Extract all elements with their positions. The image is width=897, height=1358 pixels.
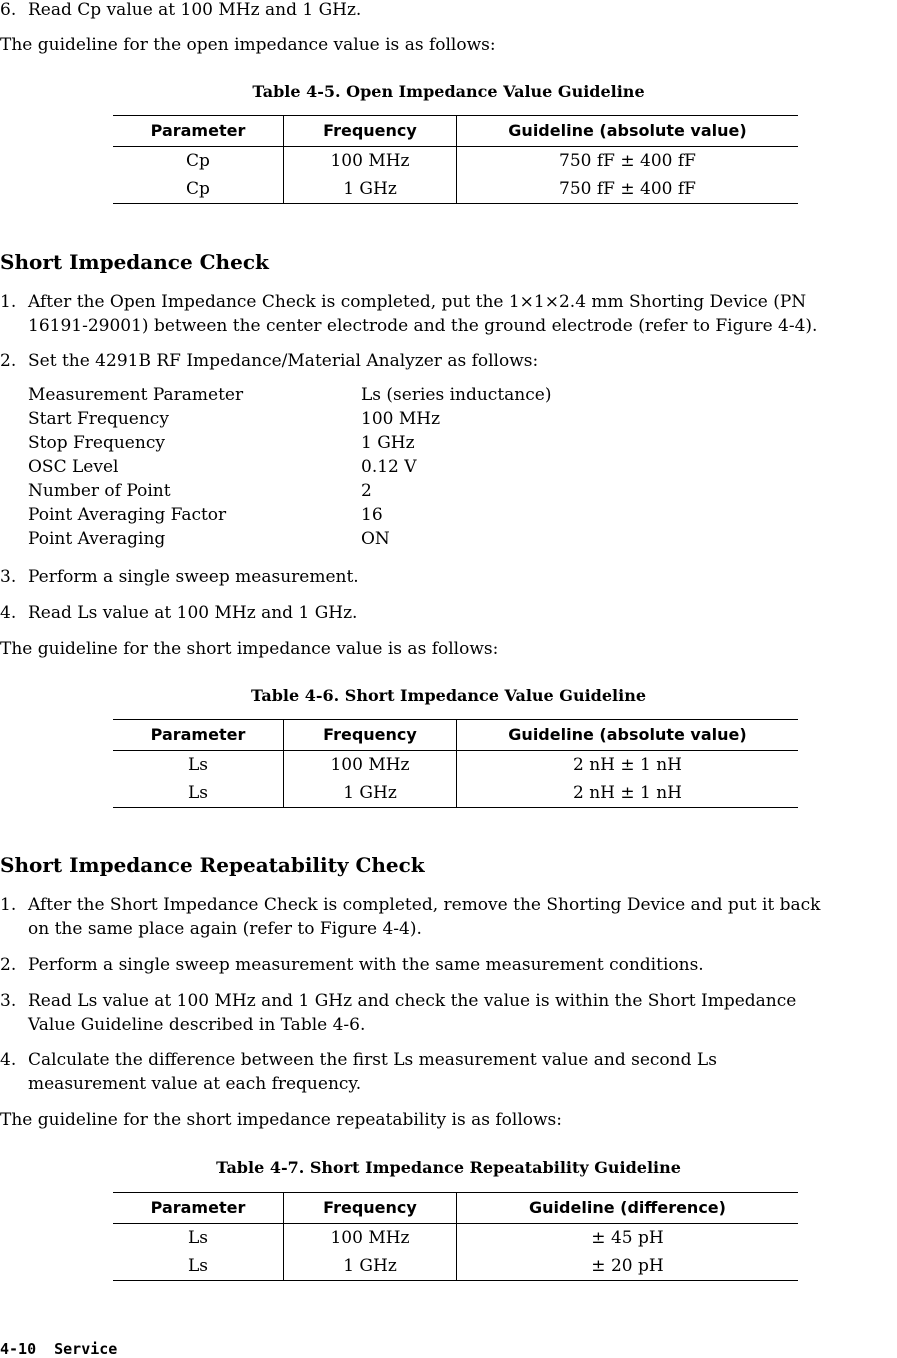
setting-name: Stop Frequency: [28, 433, 165, 453]
table-cell: 100 MHz: [284, 751, 457, 779]
step-text: After the Short Impedance Check is completed, remove the Shorting Device and put it back: [28, 895, 821, 915]
step-text: Read Ls value at 100 MHz and 1 GHz.: [28, 603, 358, 623]
table-cell: ± 45 pH: [591, 1228, 664, 1248]
paragraph: The guideline for the short impedance value is as follows:: [0, 639, 499, 659]
paragraph: The guideline for the short impedance repeatability is as follows:: [0, 1110, 563, 1130]
setting-name: Start Frequency: [28, 409, 169, 429]
setting-value: ON: [361, 529, 390, 549]
table-row: [113, 1224, 798, 1252]
table-header-row: [113, 720, 798, 751]
page-footer: [0, 1340, 135, 1358]
step-number: 6.: [0, 0, 17, 20]
step-text: Value Guideline described in Table 4-6.: [28, 1015, 366, 1035]
setting-name: Measurement Parameter: [28, 385, 244, 405]
step-number: 1.: [0, 292, 17, 312]
step-text: on the same place again (refer to Figure 4-4).: [28, 919, 422, 939]
setting-name: OSC Level: [28, 457, 119, 477]
step-text: 16191-29001) between the center electrode and the ground electrode (refer to Figure 4-4).: [28, 316, 818, 336]
step-number: 3.: [0, 567, 17, 587]
step-text: Read Ls value at 100 MHz and 1 GHz and check the value is within the Short Impedance: [28, 991, 797, 1011]
step-text: Read Cp value at 100 MHz and 1 GHz.: [28, 0, 362, 20]
table-header-row: [113, 1193, 798, 1224]
header-cell: Frequency: [284, 116, 457, 146]
step-number: 4.: [0, 1050, 17, 1070]
header-cell: Guideline (absolute value): [508, 725, 747, 744]
table-cell: 1 GHz: [284, 175, 457, 203]
setting-name: Point Averaging Factor: [28, 505, 227, 525]
section-heading: Short Impedance Check: [0, 250, 269, 274]
table-header-row: [113, 116, 798, 147]
repeatability-table: [113, 1192, 798, 1281]
header-cell: Parameter: [113, 1193, 284, 1223]
table-row: [113, 175, 798, 203]
open-impedance-table: [113, 115, 798, 204]
header-cell: Parameter: [113, 720, 284, 750]
setting-value: 1 GHz: [361, 433, 415, 453]
table-caption: Table 4-7. Short Impedance Repeatability Guideline: [216, 1158, 681, 1177]
table-cell: Cp: [113, 147, 284, 175]
short-impedance-table: [113, 719, 798, 808]
step-text: Perform a single sweep measurement with the same measurement conditions.: [28, 955, 704, 975]
step-number: 2.: [0, 955, 17, 975]
setting-value: 2: [361, 481, 372, 501]
table-cell: 750 fF ± 400 fF: [559, 151, 696, 171]
step-text: Calculate the difference between the first Ls measurement value and second Ls: [28, 1050, 717, 1070]
setting-value: 0.12 V: [361, 457, 417, 477]
table-cell: 2 nH ± 1 nH: [572, 755, 683, 775]
header-cell: Frequency: [284, 720, 457, 750]
step-text: After the Open Impedance Check is completed, put the 1×1×2.4 mm Shorting Device (PN: [28, 292, 807, 312]
setting-name: Point Averaging: [28, 529, 166, 549]
table-cell: Ls: [113, 751, 284, 779]
setting-value: 16: [361, 505, 383, 525]
table-cell: 2 nH ± 1 nH: [572, 783, 683, 803]
table-row: [113, 147, 798, 175]
step-number: 1.: [0, 895, 17, 915]
table-cell: Ls: [113, 1224, 284, 1252]
setting-value: Ls (series inductance): [361, 385, 552, 405]
setting-name: Number of Point: [28, 481, 171, 501]
step-text: measurement value at each frequency.: [28, 1074, 362, 1094]
header-cell: Parameter: [113, 116, 284, 146]
header-cell: Guideline (absolute value): [508, 121, 747, 140]
setting-value: 100 MHz: [361, 409, 441, 429]
table-cell: 750 fF ± 400 fF: [559, 179, 696, 199]
step-text: Set the 4291B RF Impedance/Material Analyzer as follows:: [28, 351, 539, 371]
header-cell: Guideline (difference): [529, 1198, 726, 1217]
table-cell: 100 MHz: [284, 1224, 457, 1252]
table-caption: Table 4-6. Short Impedance Value Guideline: [251, 686, 646, 705]
table-cell: 1 GHz: [284, 1252, 457, 1280]
section-heading: Short Impedance Repeatability Check: [0, 853, 425, 877]
table-cell: Ls: [113, 779, 284, 807]
step-text: Perform a single sweep measurement.: [28, 567, 359, 587]
section-name: Service: [54, 1340, 118, 1358]
step-number: 4.: [0, 603, 17, 623]
table-row: [113, 1252, 798, 1280]
table-cell: Cp: [113, 175, 284, 203]
page-number: 4-10: [0, 1340, 37, 1358]
table-cell: 100 MHz: [284, 147, 457, 175]
step-number: 2.: [0, 351, 17, 371]
paragraph: The guideline for the open impedance value is as follows:: [0, 35, 496, 55]
table-row: [113, 779, 798, 807]
header-cell: Frequency: [284, 1193, 457, 1223]
table-cell: 1 GHz: [284, 779, 457, 807]
step-number: 3.: [0, 991, 17, 1011]
table-caption: Table 4-5. Open Impedance Value Guideline: [252, 82, 645, 101]
table-row: [113, 751, 798, 779]
table-cell: Ls: [113, 1252, 284, 1280]
table-cell: ± 20 pH: [591, 1256, 664, 1276]
